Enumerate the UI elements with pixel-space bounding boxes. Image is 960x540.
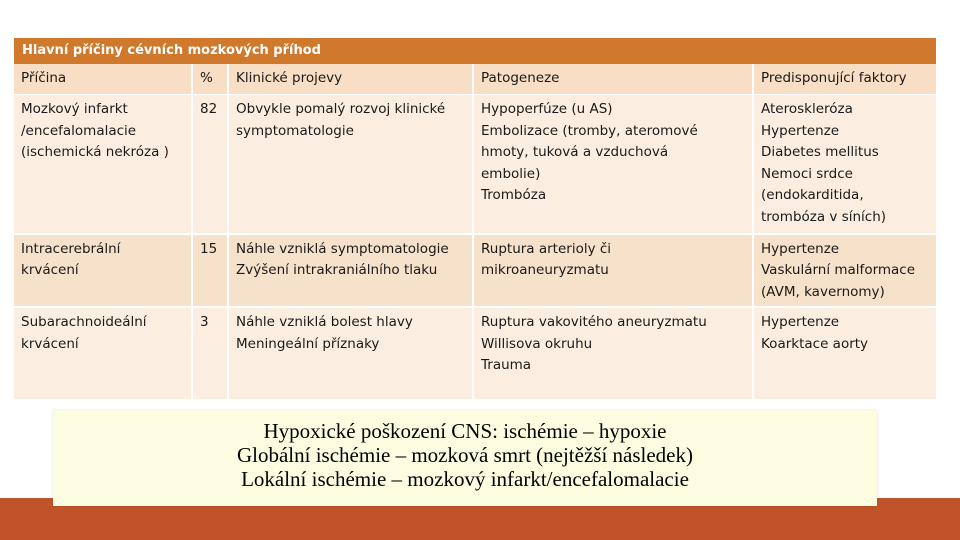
table-header-row	[14, 64, 936, 95]
cell-cause: Subarachnoideální krvácení	[14, 307, 192, 399]
cell-factors: Hypertenze Vaskulární malformace (AVM, kavernomy)	[753, 234, 936, 308]
summary-note-box	[53, 410, 877, 506]
cell-percent: 15	[192, 234, 228, 308]
table-row	[14, 307, 936, 399]
cell-clinical: Obvykle pomalý rozvoj klinické symptomatologie	[228, 95, 473, 234]
cell-clinical: Náhle vzniklá symptomatologie Zvýšení intrakraniálního tlaku	[228, 234, 473, 308]
header-factors: Predisponující faktory	[753, 64, 936, 95]
cell-pathogenesis: Ruptura vakovitého aneuryzmatu Willisova okruhu Trauma	[473, 307, 753, 399]
causes-table	[14, 64, 936, 399]
cell-factors: Ateroskleróza Hypertenze Diabetes mellitus Nemoci srdce (endokarditida, trombóza v síních)	[753, 95, 936, 234]
cell-cause: Intracerebrální krvácení	[14, 234, 192, 308]
table-row	[14, 95, 936, 234]
cell-percent: 3	[192, 307, 228, 399]
cell-clinical: Náhle vzniklá bolest hlavy Meningeální příznaky	[228, 307, 473, 399]
header-percent: %	[192, 64, 228, 95]
header-clinical: Klinické projevy	[228, 64, 473, 95]
cell-pathogenesis: Ruptura arterioly či mikroaneuryzmatu	[473, 234, 753, 308]
header-cause: Příčina	[14, 64, 192, 95]
causes-table-container	[14, 38, 936, 399]
cell-cause: Mozkový infarkt /encefalomalacie (ischemická nekróza )	[14, 95, 192, 234]
cell-percent: 82	[192, 95, 228, 234]
note-line-1: Hypoxické poškození CNS: ischémie – hypoxie	[263, 419, 667, 443]
note-line-3: Lokální ischémie – mozkový infarkt/encefalomalacie	[241, 467, 689, 491]
table-title: Hlavní příčiny cévních mozkových příhod	[14, 38, 936, 64]
header-pathogenesis: Patogeneze	[473, 64, 753, 95]
cell-pathogenesis: Hypoperfúze (u AS) Embolizace (tromby, ateromové hmoty, tuková a vzduchová embolie) Trombóza	[473, 95, 753, 234]
note-line-2: Globální ischémie – mozková smrt (nejtěžší následek)	[236, 443, 694, 467]
cell-factors: Hypertenze Koarktace aorty	[753, 307, 936, 399]
table-row	[14, 234, 936, 308]
